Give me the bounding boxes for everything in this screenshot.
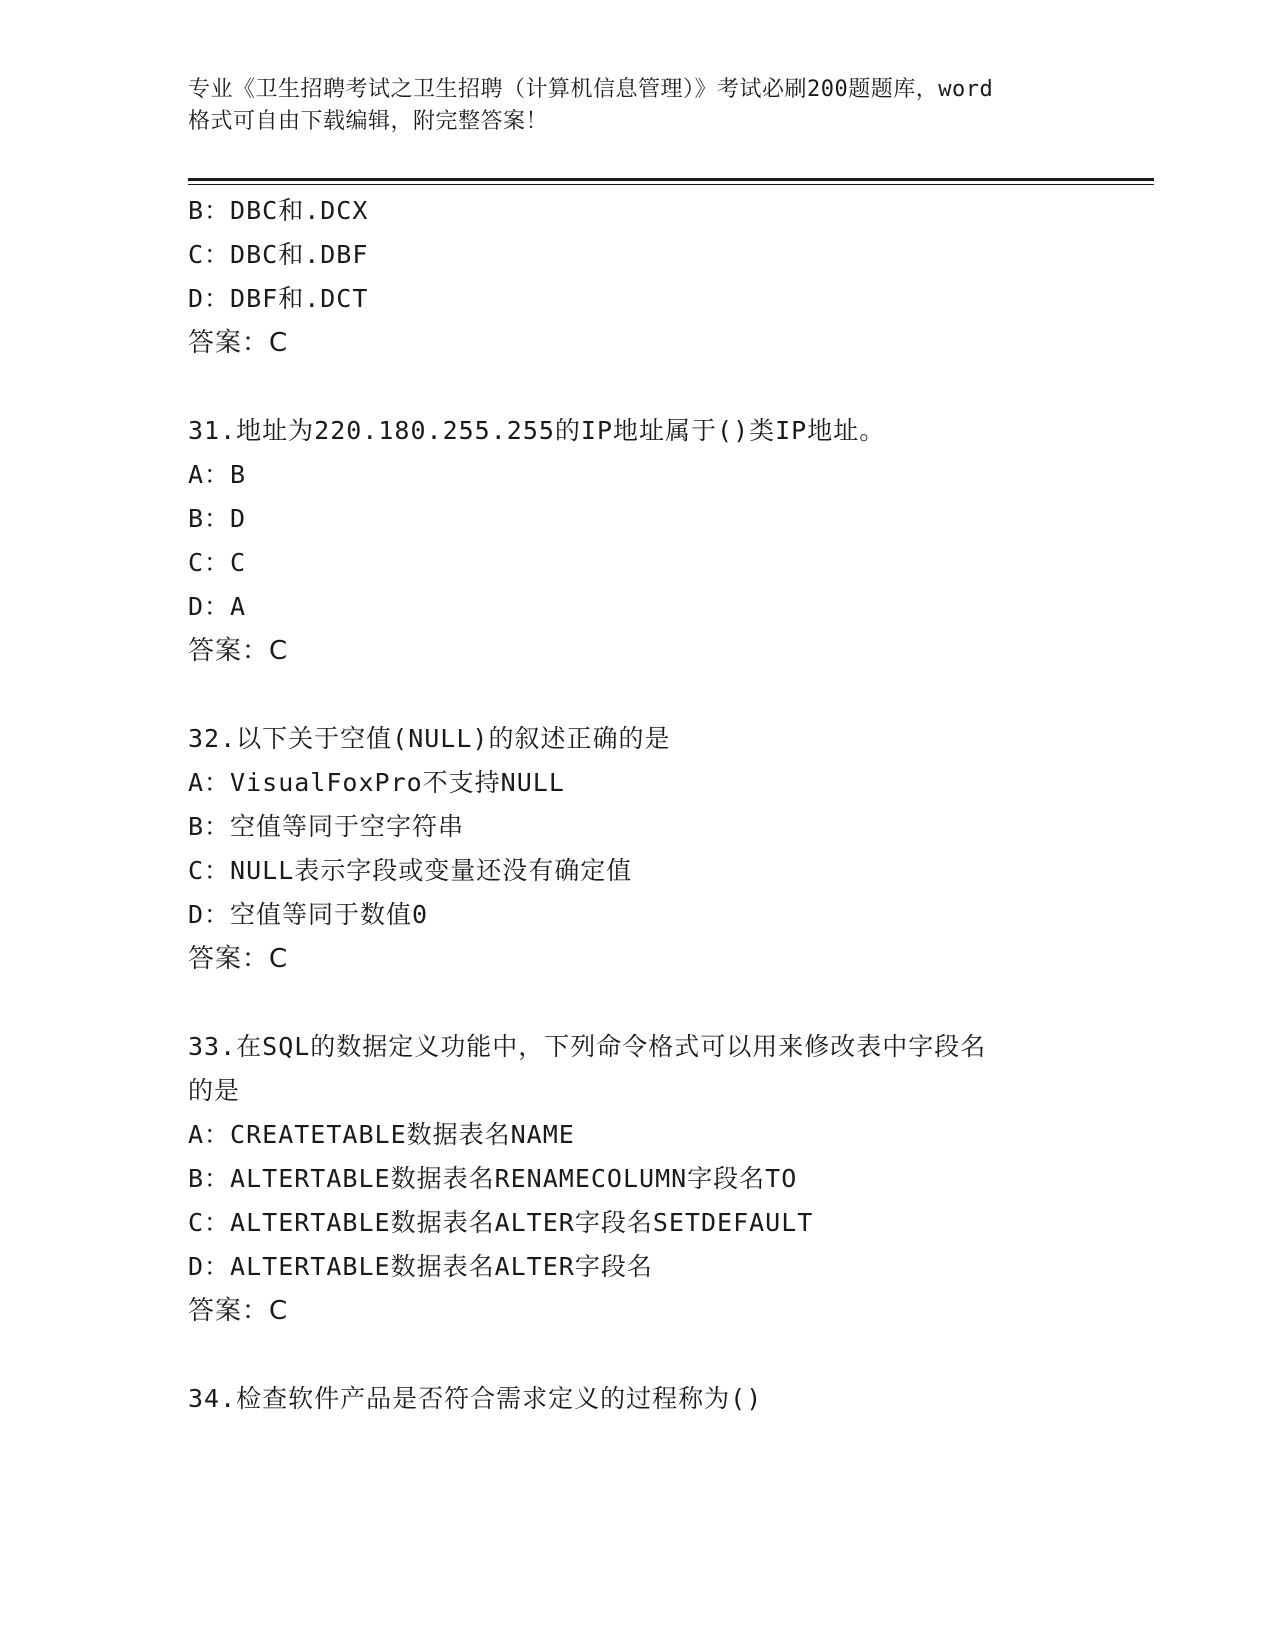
q31-stem: 31.地址为220.180.255.255的IP地址属于()类IP地址。 (188, 416, 886, 445)
q33-option-c: C：ALTERTABLE数据表名ALTER字段名SETDEFAULT (188, 1208, 814, 1237)
q31-option-b: B：D (188, 504, 247, 533)
q32-option-a: A：VisualFoxPro不支持NULL (188, 768, 565, 797)
q31-option-a: A：B (188, 460, 247, 489)
q33-option-d: D：ALTERTABLE数据表名ALTER字段名 (188, 1252, 653, 1281)
prev-option-c: C：DBC和.DBF (188, 240, 369, 269)
prev-option-b: B：DBC和.DCX (188, 196, 369, 225)
q34-stem: 34.检查软件产品是否符合需求定义的过程称为() (188, 1384, 763, 1413)
q31-option-c: C：C (188, 548, 247, 577)
header-line-2: 格式可自由下载编辑，附完整答案！ (188, 109, 549, 134)
q31-answer: 答案：C (188, 636, 289, 666)
q33-answer: 答案：C (188, 1296, 289, 1326)
q32-option-d: D：空值等同于数值0 (188, 900, 429, 929)
document-header (188, 74, 1088, 138)
prev-option-d: D：DBF和.DCT (188, 284, 369, 313)
q33-option-a: A：CREATETABLE数据表名NAME (188, 1120, 575, 1149)
header-divider-thick (188, 178, 1154, 181)
q32-option-b: B：空值等同于空字符串 (188, 812, 465, 841)
q31-option-d: D：A (188, 592, 247, 621)
header-divider-thin (188, 184, 1154, 185)
header-line-1: 专业《卫生招聘考试之卫生招聘（计算机信息管理）》考试必刷200题题库，word (188, 77, 994, 102)
q32-option-c: C：NULL表示字段或变量还没有确定值 (188, 856, 633, 885)
q33-stem-line-2: 的是 (188, 1076, 241, 1105)
q32-answer: 答案：C (188, 944, 289, 974)
q33-stem-line-1: 33.在SQL的数据定义功能中，下列命令格式可以用来修改表中字段名 (188, 1032, 987, 1061)
prev-answer: 答案：C (188, 328, 289, 358)
q33-option-b: B：ALTERTABLE数据表名RENAMECOLUMN字段名TO (188, 1164, 798, 1193)
q32-stem: 32.以下关于空值(NULL)的叙述正确的是 (188, 724, 671, 753)
